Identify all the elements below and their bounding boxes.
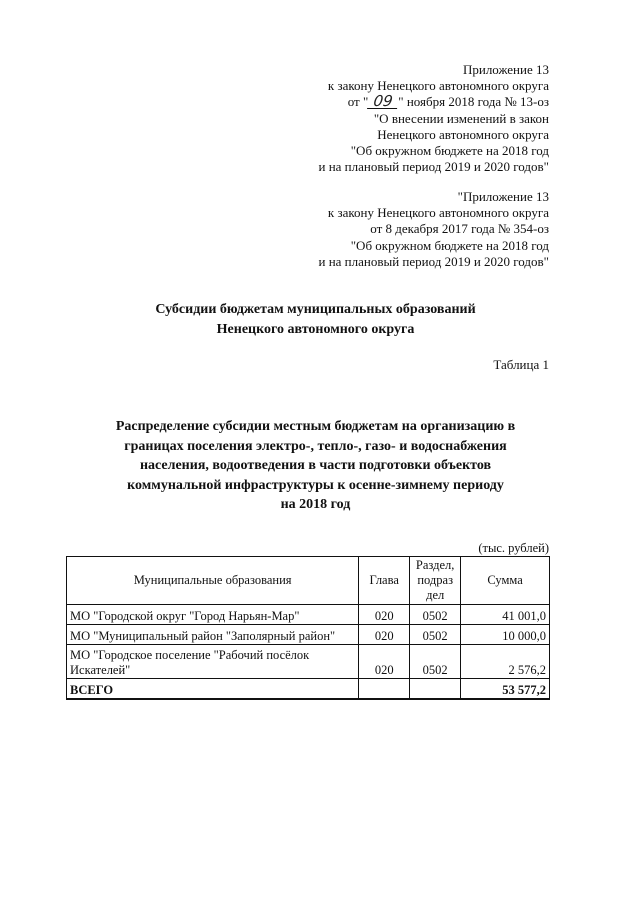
table-number-label: Таблица 1: [493, 357, 549, 372]
cell-amount: 10 000,0: [461, 625, 550, 645]
cell-chapter: 020: [359, 605, 410, 625]
cell-chapter: 020: [359, 645, 410, 679]
appendix-original-block: [318, 189, 549, 270]
cell-municipality: [67, 645, 359, 679]
cell-section: 0502: [410, 645, 461, 679]
title-line: коммунальной инфраструктуры к осенне-зимнему периоду: [127, 477, 504, 493]
cell-section: 0502: [410, 625, 461, 645]
total-label: ВСЕГО: [67, 679, 359, 699]
appendix-line: и на плановый период 2019 и 2020 годов": [318, 253, 549, 269]
table-row: [67, 645, 550, 679]
table-total-row: [67, 679, 550, 699]
appendix-line: "Об окружном бюджете на 2018 год: [350, 237, 549, 253]
appendix-line: "Приложение 13: [457, 189, 549, 204]
header-section-line: подраз: [417, 573, 454, 587]
cell-amount: 2 576,2: [461, 645, 550, 679]
table-title: [0, 417, 635, 515]
cell-chapter: 020: [359, 625, 410, 645]
date-suffix: " ноября 2018 года № 13-оз: [398, 94, 549, 110]
units-label: (тыс. рублей): [478, 541, 549, 555]
appendix-line: Ненецкого автономного округа: [377, 126, 549, 142]
table-header-row: [67, 557, 550, 605]
appendix-line: Приложение 13: [462, 62, 549, 77]
table-row: [67, 605, 550, 625]
document-title: [0, 300, 635, 340]
title-line: Субсидии бюджетам муниципальных образований: [155, 302, 476, 317]
handwritten-day: 09: [367, 95, 399, 109]
header-municipality: Муниципальные образования: [67, 557, 359, 605]
total-amount: 53 577,2: [461, 679, 550, 699]
cell-section: 0502: [410, 605, 461, 625]
header-amount: Сумма: [461, 557, 550, 605]
header-section: [410, 557, 461, 605]
appendix-line: от 8 декабря 2017 года № 354-оз: [370, 221, 549, 237]
cell-municipality-line: Искателей": [70, 663, 131, 677]
title-line: населения, водоотведения в части подготовки объектов: [139, 458, 492, 474]
date-prefix: от ": [347, 94, 369, 110]
cell-municipality: МО "Муниципальный район "Заполярный район": [67, 625, 359, 645]
appendix-line: к закону Ненецкого автономного округа: [327, 205, 549, 221]
appendix-line: "Об окружном бюджете на 2018 год: [350, 143, 549, 159]
total-empty-cell: [359, 679, 410, 699]
appendix-line: "О внесении изменений в закон: [373, 110, 549, 126]
title-line: на 2018 год: [280, 497, 351, 513]
title-line: Ненецкого автономного округа: [216, 322, 415, 337]
cell-municipality: МО "Городской округ "Город Нарьян-Мар": [67, 605, 359, 625]
subsidy-table: [66, 556, 550, 700]
total-empty-cell: [410, 679, 461, 699]
header-chapter: Глава: [359, 557, 410, 605]
appendix-date-line: [318, 94, 549, 110]
appendix-line: и на плановый период 2019 и 2020 годов": [318, 159, 549, 175]
title-line: границах поселения электро-, тепло-, газо- и водоснабжения: [124, 438, 507, 454]
appendix-line: к закону Ненецкого автономного округа: [327, 78, 549, 94]
header-section-line: дел: [426, 588, 445, 602]
appendix-current-block: [318, 62, 549, 175]
cell-amount: 41 001,0: [461, 605, 550, 625]
title-line: Распределение субсидии местным бюджетам на организацию в: [115, 419, 516, 434]
cell-municipality-line: МО "Городское поселение "Рабочий посёлок: [70, 648, 310, 662]
table-row: [67, 625, 550, 645]
header-section-line: Раздел,: [415, 558, 455, 572]
